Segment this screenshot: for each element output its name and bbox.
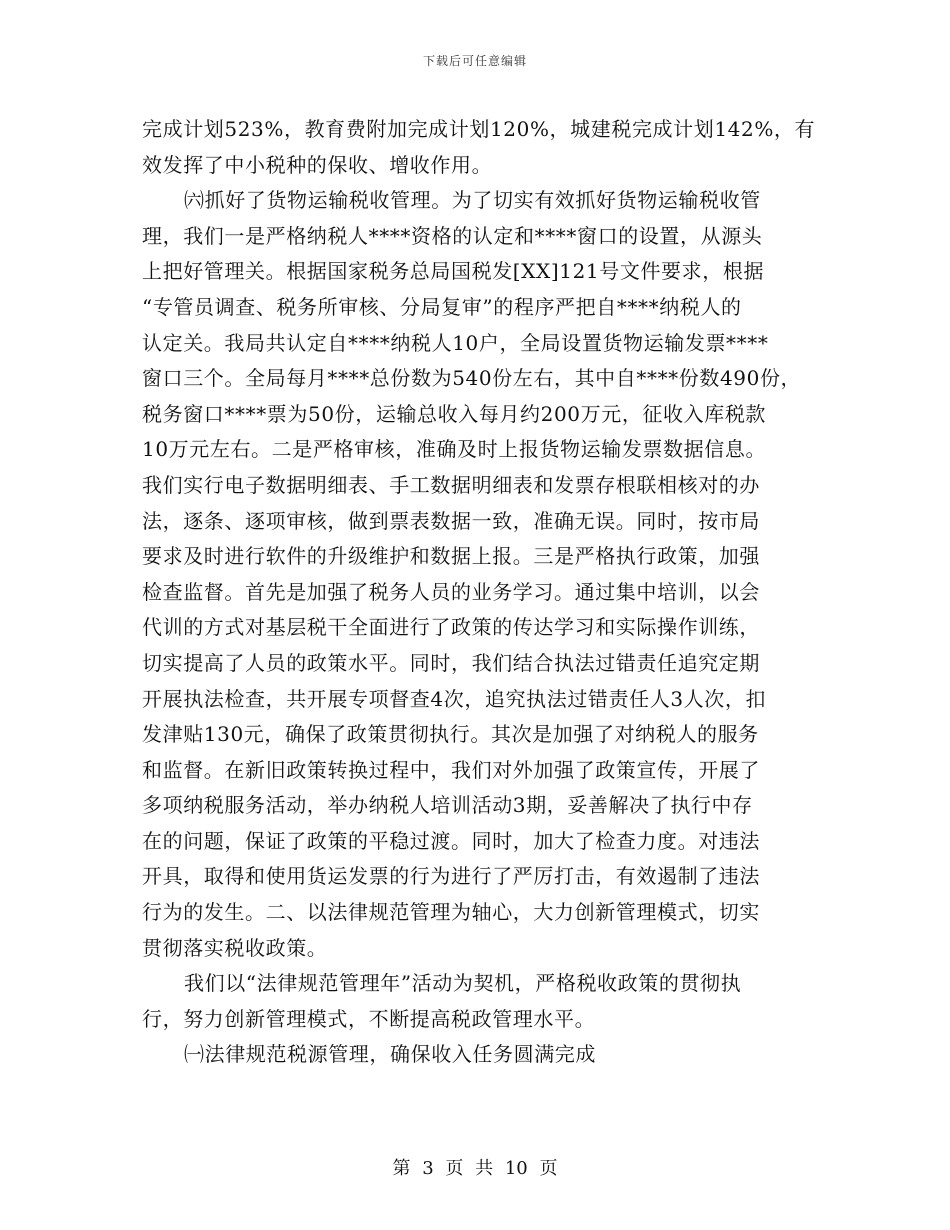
text-line: 代训的方式对基层税干全面进行了政策的传达学习和实际操作训练， (142, 615, 760, 640)
page-header-note: 下载后可任意编辑 (422, 54, 527, 68)
page-number: 第 3 页 共 10 页 (392, 1158, 558, 1179)
text-line: 我们实行电子数据明细表、手工数据明细表和发票存根联相核对的办 (142, 472, 760, 497)
text-line: 发津贴130元，确保了政策贯彻执行。其次是加强了对纳税人的服务 (142, 722, 759, 747)
text-line: 开具，取得和使用货运发票的行为进行了严厉打击，有效遏制了违法 (142, 864, 760, 889)
text-line: 窗口三个。全局每月****总份数为540份左右，其中自****份数490份， (142, 366, 802, 391)
text-line: 我们以“法律规范管理年”活动为契机，严格税收政策的贯彻执 (184, 971, 742, 996)
text-line: 法，逐条、逐项审核，做到票表数据一致，准确无误。同时，按市局 (142, 508, 760, 533)
text-line: 行为的发生。二、以法律规范管理为轴心，大力创新管理模式，切实 (142, 900, 760, 925)
text-line: “专管员调查、税务所审核、分局复审”的程序严把自****纳税人的 (142, 294, 742, 319)
text-line: 和监督。在新旧政策转换过程中，我们对外加强了政策宣传，开展了 (142, 757, 760, 782)
text-line: 切实提高了人员的政策水平。同时，我们结合执法过错责任追究定期 (142, 650, 760, 675)
text-line: ㈠法律规范税源管理，确保收入任务圆满完成 (184, 1042, 596, 1067)
text-line: 上把好管理关。根据国家税务总局国税发[XX]121号文件要求，根据 (142, 259, 765, 284)
text-line: 多项纳税服务活动，举办纳税人培训活动3期，妥善解决了执行中存 (142, 793, 753, 818)
text-line: 10万元左右。二是严格审核，准确及时上报货物运输发票数据信息。 (142, 437, 767, 462)
text-line: 税务窗口****票为50份，运输总收入每月约200万元，征收入库税款 (142, 401, 767, 426)
text-line: 完成计划523%，教育费附加完成计划120%，城建税完成计划142%，有 (142, 117, 816, 141)
text-line: 理，我们一是严格纳税人****资格的认定和****窗口的设置，从源头 (142, 223, 763, 248)
text-line: 贯彻落实税收政策。 (142, 935, 328, 960)
text-line: 检查监督。首先是加强了税务人员的业务学习。通过集中培训，以会 (142, 579, 760, 604)
text-line: 在的问题，保证了政策的平稳过渡。同时，加大了检查力度。对违法 (142, 828, 760, 853)
document-body (142, 112, 832, 1073)
text-line: 认定关。我局共认定自****纳税人10户，全局设置货物运输发票**** (142, 330, 769, 355)
text-line: 要求及时进行软件的升级维护和数据上报。三是严格执行政策，加强 (142, 544, 760, 569)
text-line: 行，努力创新管理模式，不断提高税政管理水平。 (142, 1006, 596, 1031)
text-line: 开展执法检查，共开展专项督查4次，追究执法过错责任人3人次，扣 (142, 686, 767, 711)
text-line: 效发挥了中小税种的保收、增收作用。 (142, 152, 493, 177)
text-line: ㈥抓好了货物运输税收管理。为了切实有效抓好货物运输税收管 (184, 188, 761, 213)
